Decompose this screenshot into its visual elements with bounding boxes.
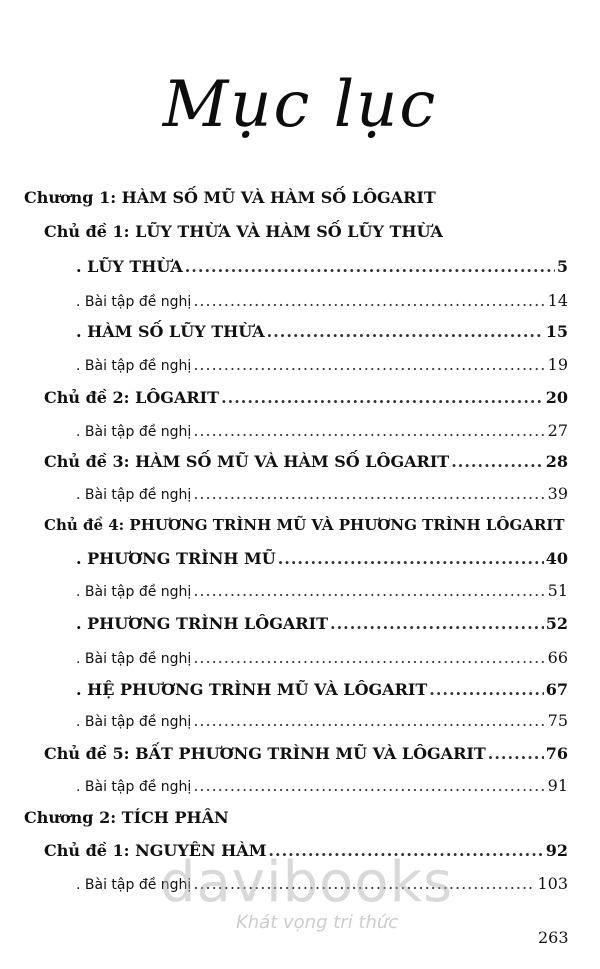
leader-dots [193,648,545,667]
toc-topic [44,222,443,241]
toc-section [76,322,568,341]
toc-page-number: 67 [545,680,568,699]
leader-dots [429,680,543,699]
leader-dots [193,484,545,503]
toc-entry-label: Chủ đề 3: HÀM SỐ MŨ VÀ HÀM SỐ LÔGARIT [44,452,450,471]
toc-page-number: 5 [556,257,568,276]
leader-dots [185,257,555,276]
toc-exercise [76,711,568,730]
toc-section [76,257,568,276]
toc-entry-label: . Bài tập đề nghị [76,877,192,893]
toc-entry-label: . LŨY THỪA [76,257,183,276]
toc-page-number: 76 [545,744,568,763]
watermark-logo: davibooks [160,850,454,915]
toc-entry-label: . Bài tập đề nghị [76,294,192,310]
toc-entry-label: . Bài tập đề nghị [76,424,192,440]
toc-exercise [76,291,568,310]
toc-page-number: 51 [547,581,568,600]
toc-page-number: 52 [545,614,568,633]
leader-dots [193,291,545,310]
toc-page-number: 14 [547,291,568,310]
toc-exercise [76,421,568,440]
toc-exercise [76,648,568,667]
leader-dots [488,744,544,763]
toc-chapter [24,188,436,207]
toc-entry-label: Chủ đề 4: PHƯƠNG TRÌNH MŨ VÀ PHƯƠNG TRÌNH LÔGARIT [44,516,565,534]
leader-dots [451,452,544,471]
toc-entry-label: . HÀM SỐ LŨY THỪA [76,322,265,341]
toc-entry-label: Chủ đề 2: LÔGARIT [44,388,220,407]
toc-entry-label: Chương 1: HÀM SỐ MŨ VÀ HÀM SỐ LÔGARIT [24,188,436,207]
toc-page-number: 91 [547,776,568,795]
leader-dots [193,581,545,600]
toc-entry-label: . Bài tập đề nghị [76,714,192,730]
toc-page-number: 66 [547,648,568,667]
page-title: Mục lục [162,68,438,142]
leader-dots [278,549,544,568]
toc-entry-label: . Bài tập đề nghị [76,584,192,600]
leader-dots [193,355,545,374]
toc-entry-label: . Bài tập đề nghị [76,358,192,374]
toc-page-number: 20 [545,388,568,407]
toc-page-number: 15 [545,322,568,341]
toc-entry-label: Chủ đề 5: BẤT PHƯƠNG TRÌNH MŨ VÀ LÔGARIT [44,744,486,763]
toc-entry-label: . HỆ PHƯƠNG TRÌNH MŨ VÀ LÔGARIT [76,680,428,699]
toc-entry-label: Chủ đề 1: LŨY THỪA VÀ HÀM SỐ LŨY THỪA [44,222,443,241]
toc-page-number: 103 [537,874,568,893]
toc-exercise [76,581,568,600]
toc-entry-label: . PHƯƠNG TRÌNH LÔGARIT [76,614,328,633]
page-number: 263 [538,928,569,947]
toc-page-number: 28 [545,452,568,471]
leader-dots [193,421,545,440]
toc-page-number: 92 [545,841,568,860]
toc-page-number: 27 [547,421,568,440]
toc-page-number: 40 [545,549,568,568]
watermark-tagline: Khát vọng tri thức [236,912,399,933]
toc-section [76,680,568,699]
toc-entry-label: . Bài tập đề nghị [76,779,192,795]
toc-entry-label: Chủ đề 1: NGUYÊN HÀM [44,841,267,860]
toc-topic [44,452,568,471]
toc-exercise [76,776,568,795]
leader-dots [267,322,544,341]
toc-exercise [76,355,568,374]
toc-entry-label: Chương 2: TÍCH PHÂN [24,808,229,827]
leader-dots [330,614,544,633]
toc-exercise [76,484,568,503]
toc-topic [44,516,565,534]
leader-dots [221,388,544,407]
toc-entry-label: . PHƯƠNG TRÌNH MŨ [76,549,276,568]
toc-topic [44,744,568,763]
toc-page-number: 19 [547,355,568,374]
toc-page-number: 75 [547,711,568,730]
leader-dots [193,776,545,795]
toc-topic [44,388,568,407]
toc-section [76,549,568,568]
toc-section [76,614,568,633]
toc-entry-label: . Bài tập đề nghị [76,487,192,503]
toc-entry-label: . Bài tập đề nghị [76,651,192,667]
toc-page-number: 39 [547,484,568,503]
toc-chapter [24,808,229,827]
leader-dots [193,711,545,730]
